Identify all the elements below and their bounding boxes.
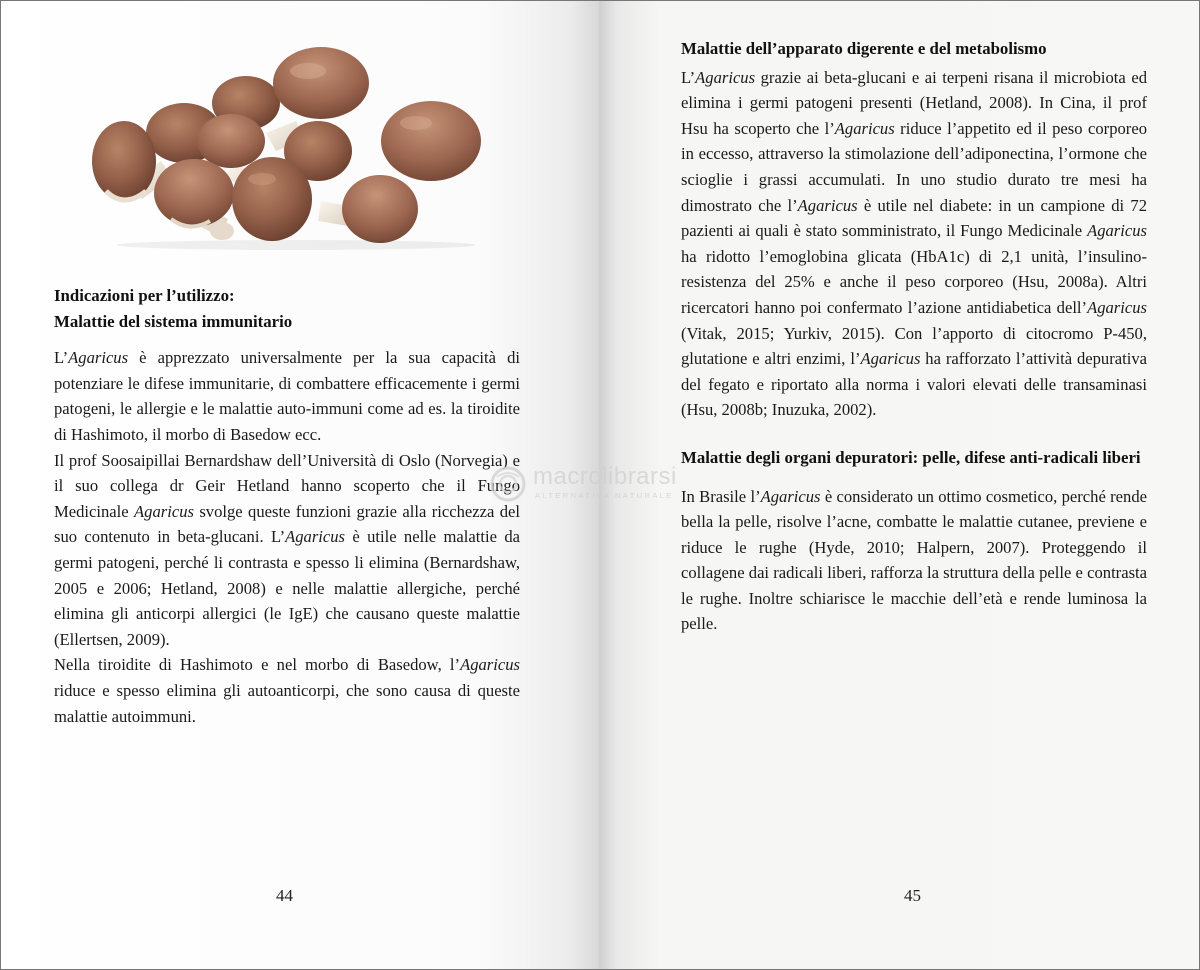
macrolibrarsi-logo-icon xyxy=(489,465,527,503)
paragraph: Il prof Soosaipillai Bernardshaw dell’Università di Oslo (Norvegia) e il suo collega dr Geir Hetland hanno scoperto che il Fungo Medicinale Agaricus svolge queste funzioni grazie alla ricchezza del suo contenuto in beta-glucani. L’Agaricus è utile nelle malattie da germi patogeni, perché li contrasta e spesso li elimina (Bernardshaw, 2005 e 2006; Hetland, 2008) e nelle malattie allergiche, perché elimina gli anticorpi allergici (le IgE) che causano queste malattie (Ellertsen, 2009). xyxy=(54,450,520,649)
page-number: 44 xyxy=(276,886,293,905)
watermark xyxy=(489,463,729,507)
paragraph: L’Agaricus grazie ai beta-glucani e ai terpeni risana il microbiota ed elimina i germi patogeni presenti (Hetland, 2008). In Cina, il prof Hsu ha scoperto che l’Agaricus riduce l’appetito ed il peso corporeo in eccesso, attraverso la stimolazione dell’adiponectina, l’ormone che scioglie i grassi accumulati. In uno studio durato tre mesi ha dimostrato che l’Agaricus è utile nel diabete: in un campione di 72 pazienti ai quali è stato somministrato, il Fungo Medicinale Agaricus ha ridotto l’emoglobina glicata (HbA1c) di 2,1 unità, l’insulino-resistenza del 25% e anche il peso corporeo (Hsu, 2008a). Altri ricercatori hanno poi confermato l’azione antidiabetica dell’Agaricus (Vitak, 2015; Yurkiv, 2015). Con l’apporto di citocromo P-450, glutatione e altri enzimi, l’Agaricus ha rafforzato l’attività depurativa del fegato e riportato alla norma i valori elevati delle transaminasi (Hsu, 2008b; Inuzuka, 2002). xyxy=(681,67,1148,420)
section-heading-usage: Indicazioni per l’utilizzo: xyxy=(54,286,235,305)
left-text-block xyxy=(54,283,520,729)
right-text-block xyxy=(681,36,1147,637)
watermark-name: macrolibrarsi xyxy=(533,463,677,490)
section-heading-purifying: Malattie degli organi depuratori: pelle, difese anti-radicali liberi xyxy=(681,447,1141,467)
mushrooms-illustration xyxy=(86,41,496,251)
paragraph: In Brasile l’Agaricus è considerato un ottimo cosmetico, perché rende bella la pelle, risolve l’acne, combatte le malattie cutanee, previene e riduce le rughe (Hyde, 2010; Halpern, 2007). Proteggendo il collagene dai radicali liberi, rafforza la struttura della pelle e contrasta le rughe. Inoltre schiarisce le macchie dell’età e rende luminosa la pelle. xyxy=(681,486,1147,634)
paragraph: Nella tiroidite di Hashimoto e nel morbo di Basedow, l’Agaricus riduce e spesso elimina gli autoanticorpi, che sono causa di queste malattie autoimmuni. xyxy=(54,655,520,726)
paragraph: L’Agaricus è apprezzato universalmente per la sua capacità di potenziare le difese immunitarie, di combattere efficacemente i germi patogeni, le allergie e le malattie auto-immuni come ad es. la tiroidite di Hashimoto, il morbo di Basedow ecc. xyxy=(54,348,520,444)
section-heading-immune: Malattie del sistema immunitario xyxy=(54,311,293,331)
watermark-tagline: ALTERNATIVA NATURALE xyxy=(535,491,674,500)
section-heading-digestive: Malattie dell’apparato digerente e del metabolismo xyxy=(681,39,1047,58)
page-number: 45 xyxy=(904,886,921,905)
